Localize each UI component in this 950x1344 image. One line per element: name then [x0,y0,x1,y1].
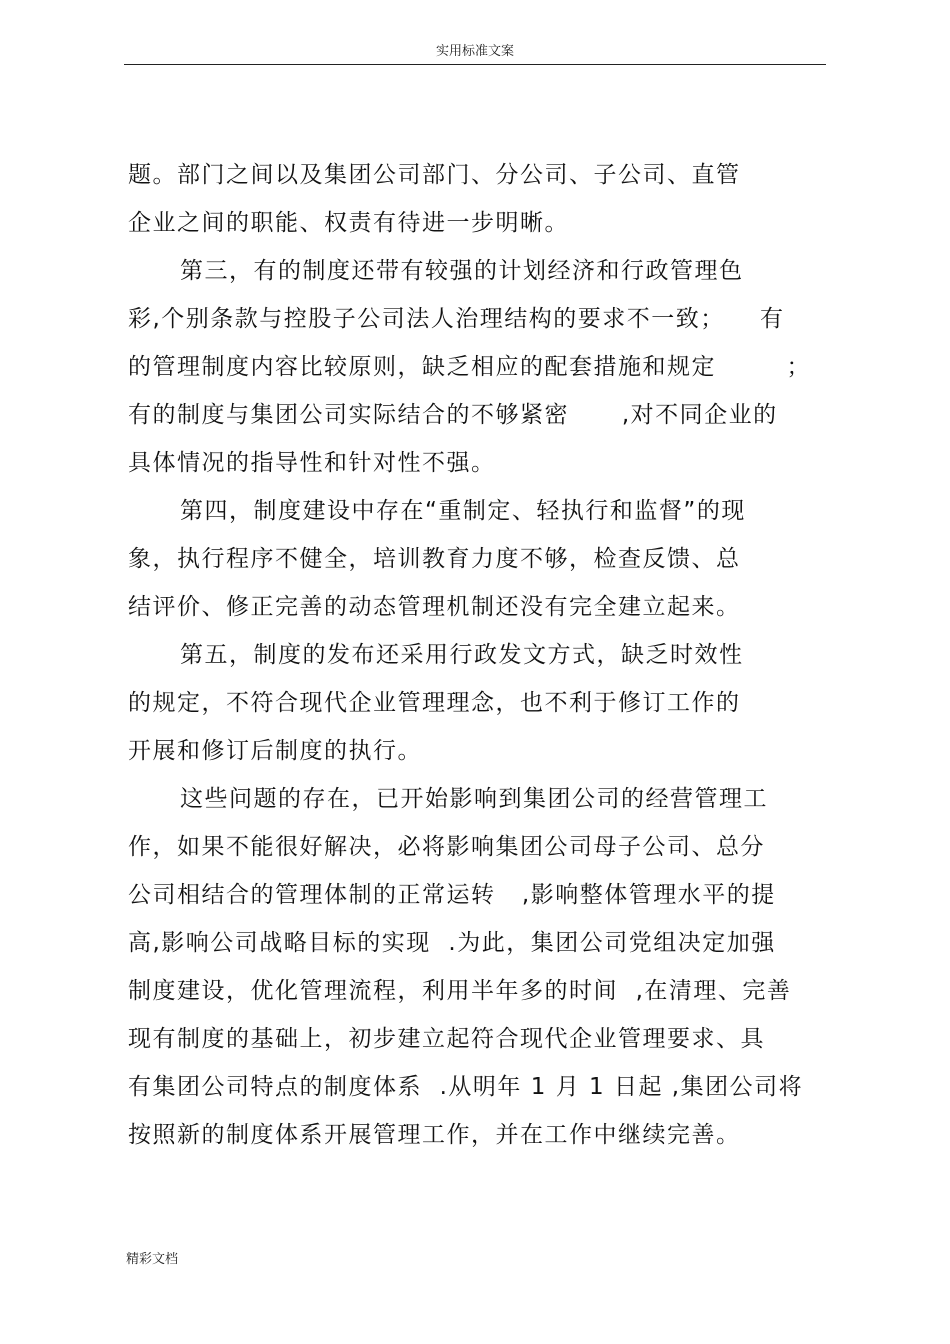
text-line: 结评价、修正完善的动态管理机制还没有完全建立起来。 [128,594,741,620]
text-line: 开展和修订后制度的执行。 [128,738,422,764]
text-line: 现有制度的基础上，初步建立起符合现代企业管理要求、具 [128,1026,765,1052]
text-line: 彩,个别条款与控股子公司法人治理结构的要求不一致； 有 [128,306,785,332]
paragraph-start-line: 第三，有的制度还带有较强的计划经济和行政管理色 [180,258,744,284]
text-line: 具体情况的指导性和针对性不强。 [128,450,496,476]
text-line: 公司相结合的管理体制的正常运转 ,影响整体管理水平的提 [128,882,776,908]
paragraph-start-line: 第四，制度建设中存在“重制定、轻执行和监督”的现 [180,498,746,524]
text-line: 题。部门之间以及集团公司部门、分公司、子公司、直管 [128,162,741,188]
page-header: 实用标准文案 [435,44,514,59]
text-line: 按照新的制度体系开展管理工作，并在工作中继续完善。 [128,1122,741,1148]
text-line: 的管理制度内容比较原则，缺乏相应的配套措施和规定 ； [128,354,811,380]
text-line: 企业之间的职能、权责有待进一步明晰。 [128,210,569,236]
paragraph-start-line: 第五，制度的发布还采用行政发文方式，缺乏时效性 [180,642,744,668]
text-line: 作，如果不能很好解决，必将影响集团公司母子公司、总分 [128,834,765,860]
text-line: 制度建设，优化管理流程，利用半年多的时间 ,在清理、完善 [128,978,792,1004]
text-line: 高,影响公司战略目标的实现 .为此，集团公司党组决定加强 [128,930,776,956]
text-line: 有集团公司特点的制度体系 .从明年 1 月 1 日起 ,集团公司将 [128,1074,804,1100]
text-line: 的规定，不符合现代企业管理理念，也不利于修订工作的 [128,690,741,716]
page-footer: 精彩文档 [126,1252,179,1267]
paragraph-start-line: 这些问题的存在，已开始影响到集团公司的经营管理工 [180,786,768,812]
text-line: 有的制度与集团公司实际结合的不够紧密 ,对不同企业的 [128,402,778,428]
text-line: 象，执行程序不健全，培训教育力度不够，检查反馈、总 [128,546,741,572]
